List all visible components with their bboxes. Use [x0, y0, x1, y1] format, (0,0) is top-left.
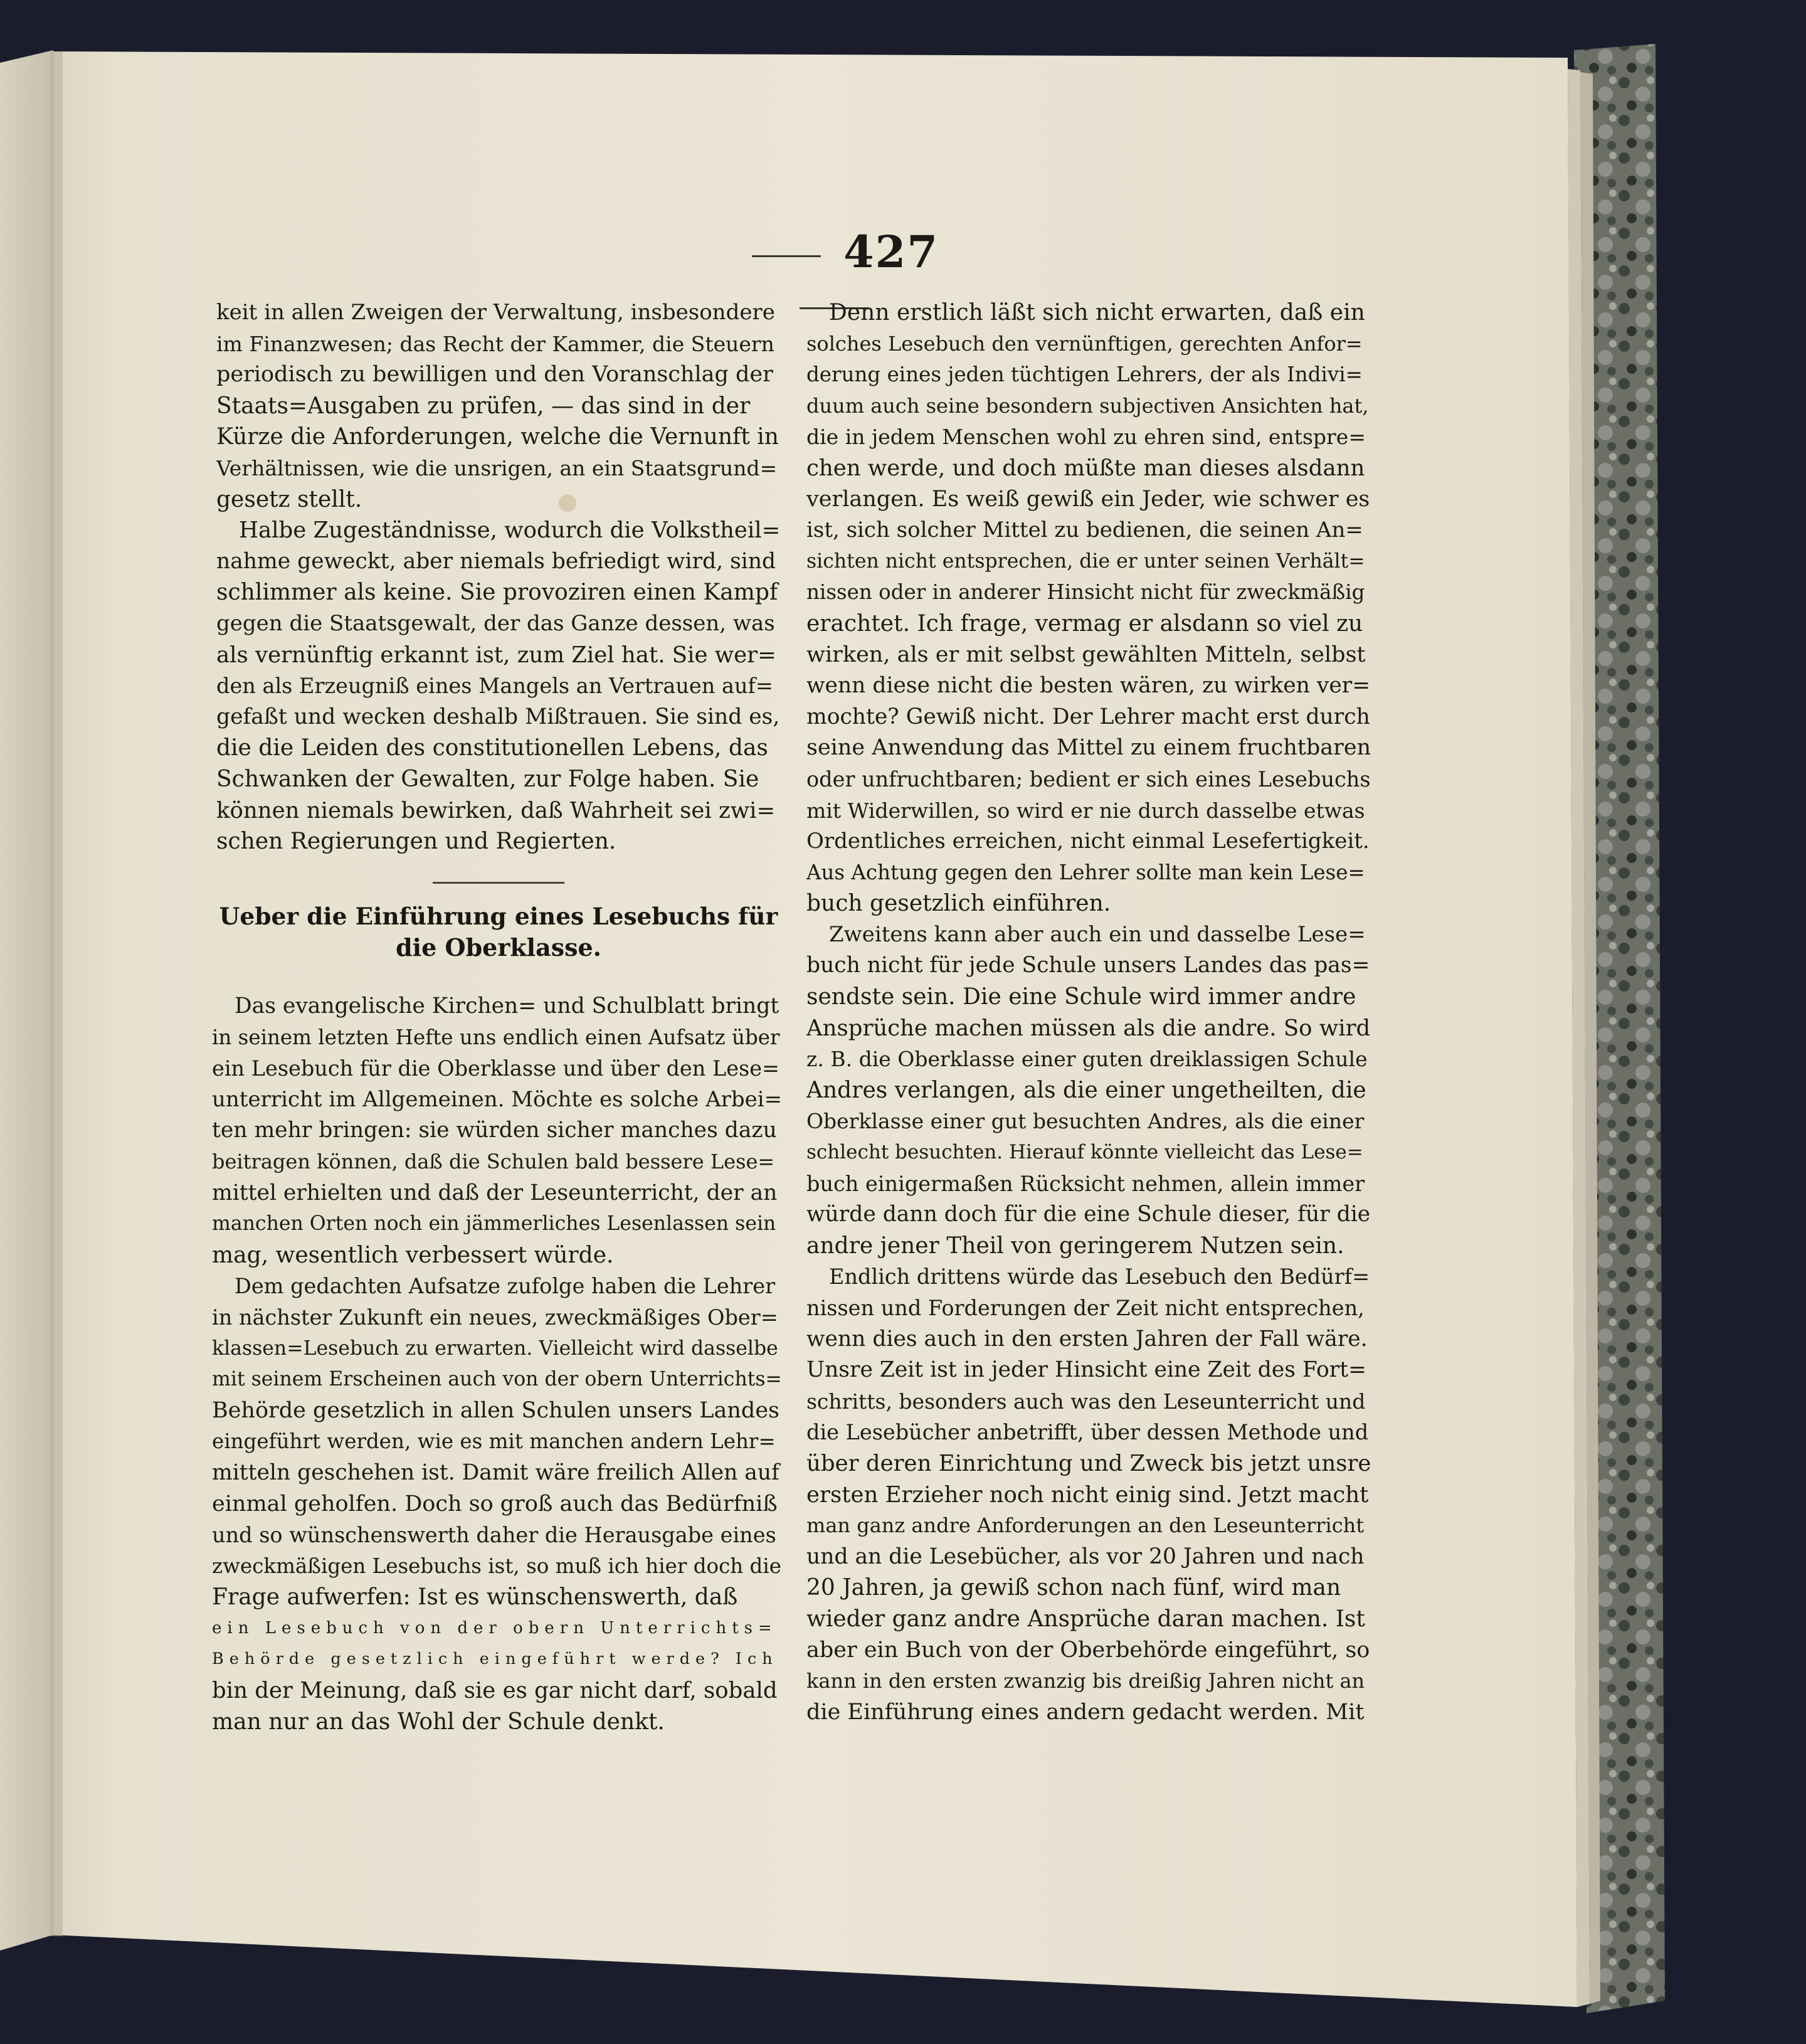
text-line: Verhältnissen, wie die unsrigen, an ein Staatsgrund=	[216, 455, 778, 480]
text-line: solches Lesebuch den vernünftigen, gerechten Anfor=	[806, 331, 1363, 356]
text-line: nahme geweckt, aber niemals befriedigt wird, sind	[216, 548, 776, 574]
text-line: Staats=Ausgaben zu prüfen, — das sind in der	[216, 393, 751, 419]
right-column	[806, 297, 1371, 1728]
text-line: im Finanzwesen; das Recht der Kammer, die Steuern	[216, 331, 774, 356]
text-line: mag, wesentlich verbessert würde.	[212, 1242, 614, 1268]
text-line: mittel erhielten und daß der Leseunterricht, der an	[212, 1180, 778, 1205]
text-line: erachtet. Ich frage, vermag er alsdann so viel zu	[806, 610, 1363, 637]
text-line: schritts, besonders auch was den Leseunterricht und	[806, 1389, 1366, 1414]
text-line: Kürze die Anforderungen, welche die Vernunft in	[216, 424, 779, 450]
text-line: man ganz andre Anforderungen an den Leseunterricht	[806, 1513, 1365, 1538]
text-line: können niemals bewirken, daß Wahrheit sei zwi=	[216, 797, 776, 823]
text-line: mitteln geschehen ist. Damit wäre freilich Allen auf	[212, 1459, 779, 1485]
text-line: zweckmäßigen Lesebuchs ist, so muß ich hier doch die	[212, 1554, 781, 1578]
text-line: Denn erstlich läßt sich nicht erwarten, daß ein	[829, 300, 1365, 326]
text-line: wirken, als er mit selbst gewählten Mitteln, selbst	[806, 642, 1366, 667]
text-line: und so wünschenswerth daher die Herausgabe eines	[212, 1523, 776, 1548]
text-line: Behörde gesetzlich eingeführt werde? Ich	[212, 1649, 778, 1669]
text-line: als vernünftig erkannt ist, zum Ziel hat. Sie wer=	[216, 642, 776, 668]
text-line: man nur an das Wohl der Schule denkt.	[212, 1708, 665, 1735]
text-line: buch gesetzlich einführen.	[806, 891, 1111, 917]
text-line: die Lesebücher anbetrifft, über dessen Methode und	[806, 1420, 1369, 1445]
text-line: wieder ganz andre Ansprüche daran machen. Ist	[806, 1606, 1365, 1632]
text-line: Endlich drittens würde das Lesebuch den Bedürf=	[829, 1264, 1370, 1289]
text-line: Aus Achtung gegen den Lehrer sollte man kein Lese=	[806, 860, 1365, 884]
text-line: sichten nicht entsprechen, die er unter seinen Verhält=	[806, 549, 1365, 573]
text-line: wenn diese nicht die besten wären, zu wirken ver=	[806, 673, 1371, 699]
text-line: ein Lesebuch von der obern Unterrichts=	[212, 1618, 778, 1638]
text-line: wenn dies auch in den ersten Jahren der Fall wäre.	[806, 1326, 1368, 1352]
text-line: Dem gedachten Aufsatze zufolge haben die Lehrer	[235, 1274, 776, 1299]
left-column-bottom	[212, 991, 783, 1737]
text-line: Zweitens kann aber auch ein und dasselbe Lese=	[829, 921, 1366, 947]
text-line: aber ein Buch von der Oberbehörde eingeführt, so	[806, 1637, 1370, 1663]
text-line: den als Erzeugniß eines Mangels an Vertrauen auf=	[216, 674, 773, 699]
text-line: mit Widerwillen, so wird er nie durch dasselbe etwas	[806, 798, 1365, 823]
text-line: Schwanken der Gewalten, zur Folge haben. Sie	[216, 766, 759, 792]
text-line: mochte? Gewiß nicht. Der Lehrer macht erst durch	[806, 704, 1370, 729]
text-line: ist, sich solcher Mittel zu bedienen, die seinen An=	[806, 517, 1363, 543]
text-line: schen Regierungen und Regierten.	[216, 829, 616, 855]
text-line: die Einführung eines andern gedacht werden. Mit	[806, 1699, 1365, 1725]
text-line: in nächster Zukunft ein neues, zweckmäßiges Ober=	[212, 1305, 778, 1330]
heading-line: die Oberklasse.	[396, 933, 601, 961]
text-line: Das evangelische Kirchen= und Schulblatt bringt	[235, 993, 779, 1019]
text-line: chen werde, und doch müßte man dieses alsdann	[806, 455, 1365, 481]
text-line: mit seinem Erscheinen auch von der obern Unterrichts=	[212, 1368, 782, 1391]
page-number-dash-left	[752, 255, 821, 257]
text-line: keit in allen Zweigen der Verwaltung, insbesondere	[216, 300, 775, 325]
text-line: über deren Einrichtung und Zweck bis jetzt unsre	[806, 1450, 1371, 1476]
text-line: buch einigermaßen Rücksicht nehmen, allein immer	[806, 1171, 1365, 1196]
text-line: bin der Meinung, daß sie es gar nicht darf, sobald	[212, 1678, 778, 1704]
text-line: sendste sein. Die eine Schule wird immer andre	[806, 984, 1356, 1010]
text-line: seine Anwendung das Mittel zu einem fruchtbaren	[806, 735, 1371, 761]
text-line: Behörde gesetzlich in allen Schulen unsers Landes	[212, 1397, 780, 1423]
page-number-text: 427	[843, 226, 939, 278]
text-line: gefaßt und wecken deshalb Mißtrauen. Sie sind es,	[216, 704, 780, 729]
text-line: Oberklasse einer gut besuchten Andres, als die einer	[806, 1109, 1365, 1134]
text-line: Frage aufwerfen: Ist es wünschenswerth, daß	[212, 1584, 738, 1611]
text-line: Halbe Zugeständnisse, wodurch die Volkstheil=	[239, 517, 781, 544]
text-line: gegen die Staatsgewalt, der das Ganze dessen, was	[216, 610, 775, 636]
text-line: 20 Jahren, ja gewiß schon nach fünf, wird man	[806, 1575, 1341, 1601]
text-line: schlimmer als keine. Sie provoziren einen Kampf	[216, 580, 778, 606]
text-line: und an die Lesebücher, als vor 20 Jahren und nach	[806, 1544, 1365, 1569]
text-line: Ansprüche machen müssen als die andre. So wird	[806, 1015, 1371, 1041]
text-line: ten mehr bringen: sie würden sicher manches dazu	[212, 1118, 777, 1143]
heading-line: Ueber die Einführung eines Lesebuchs für	[219, 903, 778, 930]
text-line: nissen und Forderungen der Zeit nicht entsprechen,	[806, 1296, 1365, 1320]
text-line: oder unfruchtbaren; bedient er sich eines Lesebuchs	[806, 766, 1371, 792]
text-line: duum auch seine besondern subjectiven Ansichten hat,	[806, 393, 1369, 418]
text-line: beitragen können, daß die Schulen bald bessere Lese=	[212, 1149, 775, 1173]
text-line: nissen oder in anderer Hinsicht nicht für zweckmäßig	[806, 580, 1365, 605]
text-line: in seinem letzten Hefte uns endlich einen Aufsatz über	[212, 1025, 780, 1049]
text-line: klassen=Lesebuch zu erwarten. Vielleicht wird dasselbe	[212, 1337, 778, 1360]
text-line: manchen Orten noch ein jämmerliches Lesenlassen sein	[212, 1212, 776, 1236]
text-line: die die Leiden des constitutionellen Lebens, das	[216, 735, 768, 761]
text-line: kann in den ersten zwanzig bis dreißig Jahren nicht an	[806, 1669, 1365, 1693]
text-line: verlangen. Es weiß gewiß ein Jeder, wie schwer es	[806, 486, 1370, 512]
section-rule	[433, 882, 564, 884]
text-line: Ordentliches erreichen, nicht einmal Lesefertigkeit.	[806, 829, 1370, 854]
text-line: andre jener Theil von geringerem Nutzen sein.	[806, 1232, 1344, 1259]
left-column-top	[216, 297, 781, 857]
article-heading	[216, 901, 781, 963]
text-line: derung eines jeden tüchtigen Lehrers, der als Indivi=	[806, 363, 1363, 387]
text-line: Unsre Zeit ist in jeder Hinsicht eine Zeit des Fort=	[806, 1357, 1367, 1383]
text-line: Andres verlangen, als die einer ungetheilten, die	[806, 1077, 1366, 1103]
text-line: eingeführt werden, wie es mit manchen andern Lehr=	[212, 1429, 776, 1454]
text-line: die in jedem Menschen wohl zu ehren sind, entspre=	[806, 425, 1366, 450]
text-line: gesetz stellt.	[216, 486, 362, 512]
text-line: schlecht besuchten. Hierauf könnte vielleicht das Lese=	[806, 1141, 1363, 1164]
text-line: würde dann doch für die eine Schule dieser, für die	[806, 1202, 1371, 1227]
text-line: ein Lesebuch für die Oberklasse und über den Lese=	[212, 1056, 780, 1081]
text-line: buch nicht für jede Schule unsers Landes das pas=	[806, 953, 1370, 978]
text-line: z. B. die Oberklasse einer guten dreiklassigen Schule	[806, 1047, 1368, 1072]
text-line: einmal geholfen. Doch so groß auch das Bedürfniß	[212, 1491, 778, 1517]
text-line: periodisch zu bewilligen und den Voranschlag der	[216, 362, 773, 388]
text-line: unterricht im Allgemeinen. Möchte es solche Arbei=	[212, 1086, 783, 1112]
text-line: ersten Erzieher noch nicht einig sind. Jetzt macht	[806, 1481, 1369, 1508]
